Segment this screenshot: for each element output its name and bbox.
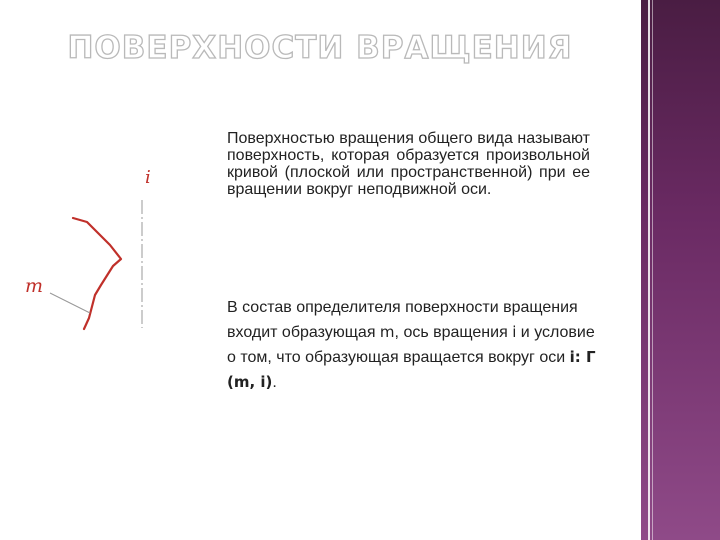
slide-title: ПОВЕРХНОСТИ ВРАЩЕНИЯ [67,30,573,66]
determinant-formula: i: Г (m, i) [227,348,596,391]
axis-symbol: i [512,323,517,341]
determinant-paragraph [227,296,607,395]
sidebar-accent-line-thin [652,0,653,540]
generatrix-curve [73,218,121,329]
curve-label-leader [50,293,90,313]
surface-of-revolution-diagram [15,160,165,340]
determinant-text-2: , ось вращения [394,324,513,341]
axis-label-i: i [145,167,151,188]
definition-paragraph: Поверхностью вращения общего вида называют поверхность, которая образуется произвольной кривой (плоской или пространственной) при ее вращении вокруг неподвижной оси. [227,130,590,198]
sidebar-accent-line [648,0,650,540]
curve-label-m: m [25,275,44,297]
determinant-text-4: . [272,374,277,391]
generatrix-symbol: m [379,323,395,341]
determinant-text-3: и условие о том, что образующая вращается вокруг оси [227,324,595,366]
determinant-text-1: В состав определителя поверхности вращения входит образующая [227,299,578,341]
